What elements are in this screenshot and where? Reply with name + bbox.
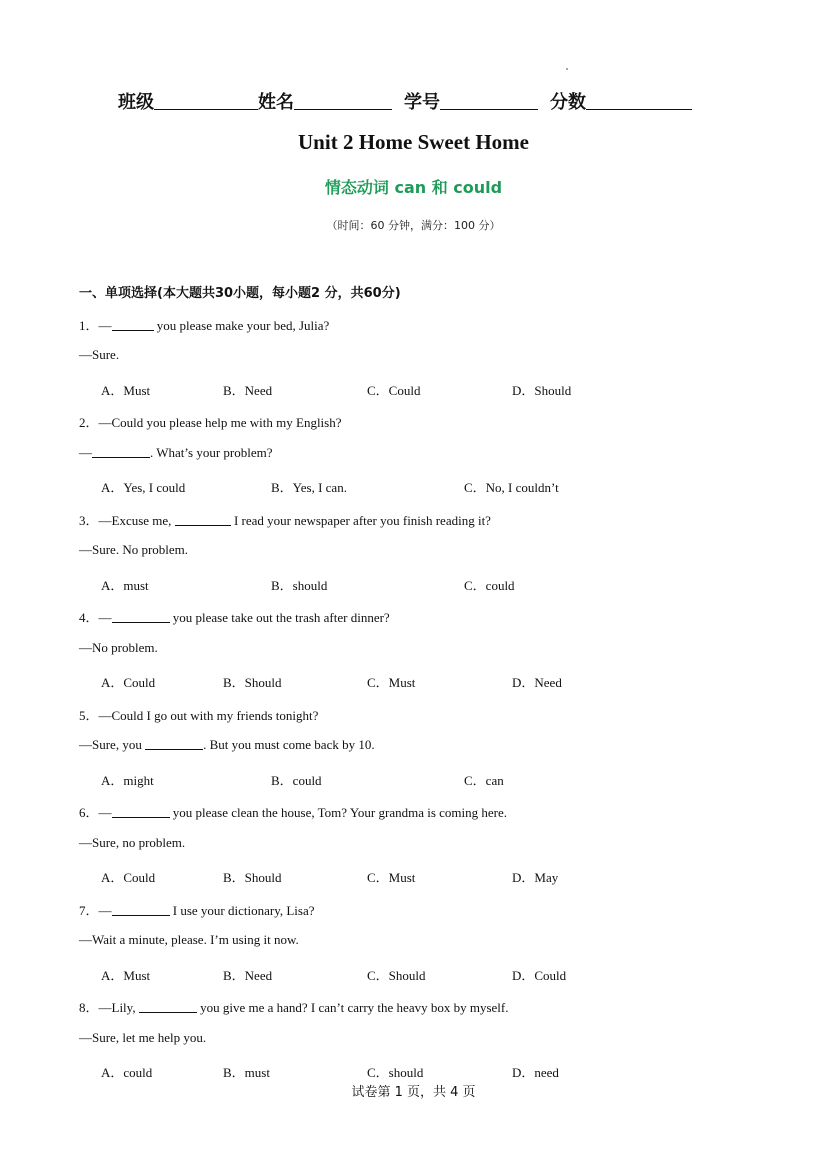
answer-blank — [112, 318, 154, 331]
section-heading: 一、单项选择(本大题共30小题，每小题2 分，共60分) — [79, 286, 401, 301]
option-c: C．could — [464, 578, 515, 593]
option-a: A．must — [101, 578, 149, 593]
page-title: Unit 2 Home Sweet Home — [298, 130, 529, 154]
option-c: C．No, I couldn’t — [464, 480, 559, 495]
option-d: D．need — [512, 1065, 559, 1080]
option-d: D．Should — [512, 383, 572, 398]
option-c: C．can — [464, 773, 504, 788]
option-d: D．May — [512, 870, 559, 885]
option-b: B．Should — [223, 870, 282, 885]
option-a: A．might — [101, 773, 154, 788]
question-3: 3．—Excuse me, I read your newspaper after you finish reading it? — [79, 513, 491, 528]
question-8: 8．—Lily, you give me a hand? I can’t carry the heavy box by myself. — [79, 1000, 509, 1015]
question-4: 4．— you please take out the trash after dinner? — [79, 610, 390, 625]
option-a: A．Could — [101, 870, 156, 885]
question-5-reply: —Sure, you . But you must come back by 10. — [79, 737, 375, 752]
score-blank — [586, 91, 692, 110]
question-7-reply: —Wait a minute, please. I’m using it now. — [79, 932, 299, 947]
answer-blank — [175, 513, 231, 526]
option-c: C．Could — [367, 383, 421, 398]
option-b: B．Need — [223, 968, 273, 983]
question-1-reply: —Sure. — [79, 347, 120, 362]
answer-blank — [139, 1000, 197, 1013]
answer-blank — [145, 737, 203, 750]
class-label: 班级 — [118, 92, 154, 113]
question-4-reply: —No problem. — [79, 640, 158, 655]
answer-blank — [112, 610, 170, 623]
option-a: A．Must — [101, 383, 151, 398]
option-a: A．Yes, I could — [101, 480, 186, 495]
question-3-reply: —Sure. No problem. — [79, 542, 189, 557]
question-1: 1．— you please make your bed, Julia? — [79, 318, 330, 333]
option-c: C．Should — [367, 968, 426, 983]
student-info-line — [118, 88, 692, 114]
name-blank — [294, 91, 392, 110]
question-2-reply: — . What’s your problem? — [79, 445, 273, 460]
score-label: 分数 — [550, 92, 586, 113]
option-b: B．could — [271, 773, 322, 788]
option-b: B．Yes, I can. — [271, 480, 347, 495]
speck — [566, 68, 568, 70]
question-7: 7．— I use your dictionary, Lisa? — [79, 903, 315, 918]
question-2: 2．—Could you please help me with my English? — [79, 415, 342, 430]
question-6: 6．— you please clean the house, Tom? Your grandma is coming here. — [79, 805, 508, 820]
student-id-blank — [440, 91, 538, 110]
page-footer: 试卷第 1 页，共 4 页 — [351, 1085, 476, 1100]
class-blank — [154, 91, 258, 110]
option-a: A．could — [101, 1065, 153, 1080]
option-a: A．Must — [101, 968, 151, 983]
option-c: C．Must — [367, 870, 416, 885]
option-d: D．Could — [512, 968, 567, 983]
answer-blank — [112, 903, 170, 916]
option-d: D．Need — [512, 675, 562, 690]
question-5: 5．—Could I go out with my friends tonight? — [79, 708, 319, 723]
option-c: C．Must — [367, 675, 416, 690]
option-c: C．should — [367, 1065, 424, 1080]
question-6-reply: —Sure, no problem. — [79, 835, 186, 850]
option-b: B．Should — [223, 675, 282, 690]
page-subtitle: 情态动词 can 和 could — [324, 178, 503, 197]
option-a: A．Could — [101, 675, 156, 690]
question-8-reply: —Sure, let me help you. — [79, 1030, 207, 1045]
name-label: 姓名 — [258, 92, 294, 113]
option-b: B．Need — [223, 383, 273, 398]
student-id-label: 学号 — [404, 92, 440, 113]
option-b: B．must — [223, 1065, 270, 1080]
time-note: （时间：60 分钟，满分：100 分） — [326, 219, 501, 232]
option-b: B．should — [271, 578, 328, 593]
answer-blank — [112, 805, 170, 818]
answer-blank — [92, 445, 150, 458]
